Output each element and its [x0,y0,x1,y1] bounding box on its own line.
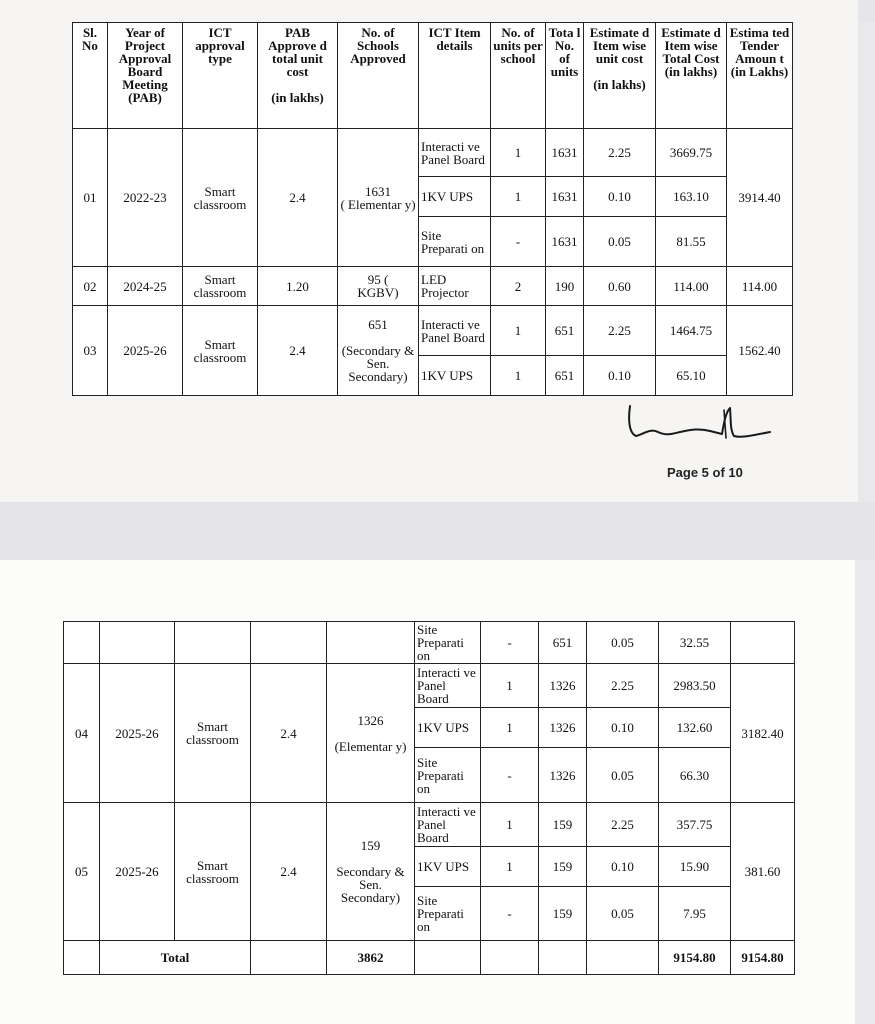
cell-total-cost: 66.30 [659,748,731,803]
header-sl-no: Sl. No [73,23,108,129]
header-year-pab: Year of Project Approval Board Meeting (PAB) [108,23,183,129]
cell-total-units: 651 [539,622,587,664]
total-row [64,941,795,975]
cell-total-cost: 132.60 [659,708,731,748]
cell-schools [338,267,419,306]
header-units-per-school: No. of units per school [491,23,546,129]
cell-unit-cost [587,941,659,975]
cell-per-school: 2 [491,267,546,306]
page-gap [0,502,875,560]
cell-cost: 2.4 [251,803,327,941]
cell-total-units: 159 [539,803,587,847]
cell-per-school: 1 [481,847,539,887]
cell-total-cost: 357.75 [659,803,731,847]
table-row [64,664,795,708]
cell-item: Site Preparati on [419,217,491,267]
cell-sl [64,941,100,975]
cell-total-cost: 15.90 [659,847,731,887]
cell-unit-cost: 0.10 [587,708,659,748]
cell-type: Smart classroom [183,129,258,267]
cell-sl: 04 [64,664,100,803]
cell-cost: 2.4 [251,664,327,803]
cell-unit-cost: 2.25 [587,803,659,847]
schools-count: 651 [368,317,388,332]
cell-per-school: 1 [481,708,539,748]
header-row [73,23,793,129]
header-pab-cost [258,23,338,129]
header-schools: No. of Schools Approved [338,23,419,129]
cell-tender: 114.00 [727,267,793,306]
cell-type [175,622,251,664]
cell-cost [251,622,327,664]
cell-item: 1KV UPS [415,847,481,887]
cell-item: LED Projector [419,267,491,306]
cell-per-school: - [491,217,546,267]
schools-count: 159 [360,838,381,853]
table-row [73,306,793,356]
cell-year: 2022-23 [108,129,183,267]
cell-per-school: - [481,748,539,803]
header-unit-cost-label: Estimate d Item wise unit cost [589,25,650,66]
cell-total-units: 1631 [546,177,584,217]
header-item: ICT Item details [419,23,491,129]
cell-item: Interacti ve Panel Board [415,803,481,847]
cell-cost: 2.4 [258,129,338,267]
schools-detail: KGBV) [357,285,399,300]
cell-total-cost: 163.10 [656,177,727,217]
table-row [64,803,795,847]
cell-unit-cost: 0.10 [584,177,656,217]
cell-type: Smart classroom [175,664,251,803]
cell-per-school: 1 [481,803,539,847]
total-schools: 3862 [327,941,415,975]
schools-detail: (Secondary & Sen. Secondary) [341,343,415,384]
cell-unit-cost: 0.05 [587,748,659,803]
cell-per-school: 1 [491,129,546,177]
header-tender: Estima ted Tender Amoun t (in Lakhs) [727,23,793,129]
cell-per-school: 1 [491,177,546,217]
cell-unit-cost: 0.05 [584,217,656,267]
total-label: Total [100,941,251,975]
cell-total-cost: 2983.50 [659,664,731,708]
cell-cost: 2.4 [258,306,338,396]
header-pab-cost-unit: (in lakhs) [271,90,324,105]
cell-cost: 1.20 [258,267,338,306]
cell-type: Smart classroom [183,306,258,396]
cell-total-cost: 81.55 [656,217,727,267]
cell-total-units: 1631 [546,129,584,177]
cell-unit-cost: 0.10 [584,356,656,396]
cell-total-units: 159 [539,887,587,941]
header-pab-cost-label: PAB Approve d total unit cost [268,25,327,79]
cell-unit-cost: 2.25 [584,129,656,177]
cell-item: Site Preparati on [415,748,481,803]
cell-schools [327,622,415,664]
cell-total-cost: 114.00 [656,267,727,306]
cell-tender: 1562.40 [727,306,793,396]
cell-schools [327,803,415,941]
cell-total-cost: 7.95 [659,887,731,941]
cell-year: 2025-26 [100,803,175,941]
cell-unit-cost: 2.25 [584,306,656,356]
schools-detail: Secondary & Sen. Secondary) [336,864,405,905]
cell-year: 2024-25 [108,267,183,306]
total-tender: 9154.80 [731,941,795,975]
cell-total-units: 1326 [539,708,587,748]
cell-item: Interacti ve Panel Board [419,306,491,356]
table-row [64,622,795,664]
cell-unit-cost: 0.10 [587,847,659,887]
cell-item: Interacti ve Panel Board [419,129,491,177]
cell-type: Smart classroom [175,803,251,941]
cell-year [100,622,175,664]
table-row [73,267,793,306]
cell-sl: 05 [64,803,100,941]
header-total-units: Tota l No. of units [546,23,584,129]
cell-total-units: 159 [539,847,587,887]
cell-unit-cost: 0.60 [584,267,656,306]
cell-item: 1KV UPS [419,356,491,396]
cell-tender: 3914.40 [727,129,793,267]
cell-item: 1KV UPS [419,177,491,217]
cell-sl: 01 [73,129,108,267]
cell-item: Site Preparati on [415,887,481,941]
cell-item [415,941,481,975]
cell-per-school: 1 [481,664,539,708]
cell-total-cost: 65.10 [656,356,727,396]
signature [620,398,780,458]
cell-total-cost: 3669.75 [656,129,727,177]
cell-total-units: 190 [546,267,584,306]
ict-approval-table-page2 [63,621,795,975]
header-total-cost: Estimate d Item wise Total Cost (in lakhs) [656,23,727,129]
cell-total-units [539,941,587,975]
cell-tender: 381.60 [731,803,795,941]
cell-per-school: - [481,622,539,664]
cell-item: 1KV UPS [415,708,481,748]
schools-count: 1326 [357,712,384,728]
header-unit-cost [584,23,656,129]
cell-per-school: 1 [491,306,546,356]
ict-approval-table-page1 [72,22,793,396]
cell-total-units: 1326 [539,748,587,803]
cell-unit-cost: 0.05 [587,622,659,664]
cell-type: Smart classroom [183,267,258,306]
cell-sl: 03 [73,306,108,396]
cell-schools [338,129,419,267]
page-number: Page 5 of 10 [667,465,743,480]
cell-unit-cost: 0.05 [587,887,659,941]
cell-schools [338,306,419,396]
header-unit-cost-unit: (in lakhs) [593,77,646,92]
cell-per-school: - [481,887,539,941]
cell-item: Interacti ve Panel Board [415,664,481,708]
schools-count: 95 ( [367,272,389,287]
cell-year: 2025-26 [100,664,175,803]
schools-detail: (Elementar y) [334,738,407,754]
cell-unit-cost: 2.25 [587,664,659,708]
total-cost: 9154.80 [659,941,731,975]
cell-total-units: 1631 [546,217,584,267]
cell-year: 2025-26 [108,306,183,396]
cell-schools [327,664,415,803]
schools-detail: ( Elementar y) [340,196,416,212]
cell-tender [731,622,795,664]
cell-total-units: 651 [546,356,584,396]
schools-count: 1631 [365,183,391,199]
cell-cost [251,941,327,975]
cell-per-school [481,941,539,975]
cell-item: Site Preparati on [415,622,481,664]
cell-total-cost: 1464.75 [656,306,727,356]
cell-total-cost: 32.55 [659,622,731,664]
cell-tender: 3182.40 [731,664,795,803]
cell-per-school: 1 [491,356,546,396]
header-ict-type: ICT approval type [183,23,258,129]
cell-total-units: 651 [546,306,584,356]
cell-total-units: 1326 [539,664,587,708]
cell-sl [64,622,100,664]
table-row [73,129,793,177]
cell-sl: 02 [73,267,108,306]
